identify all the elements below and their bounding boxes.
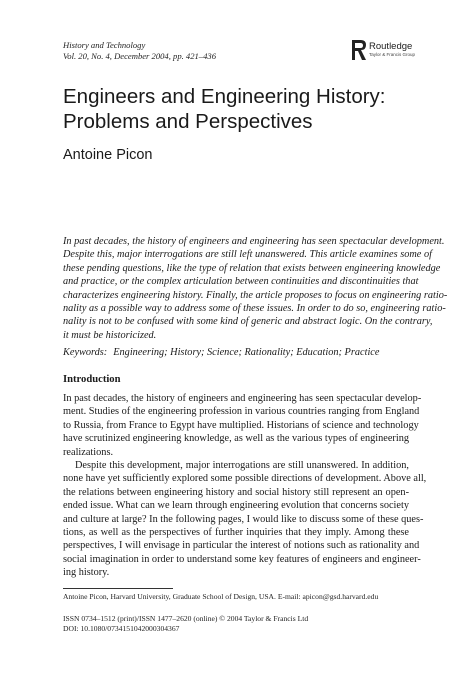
abstract-line: In past decades, the history of engineers and engineering has seen spectacular development. xyxy=(63,236,445,247)
abstract-line: nality is not to be confused with some kind of generic and abstract logic. On the contrary, xyxy=(63,316,433,328)
publisher-subtitle: Taylor & Francis Group xyxy=(369,52,416,57)
keywords xyxy=(63,347,379,358)
paragraph xyxy=(63,392,422,459)
body-line: Despite this development, major interrogations are still unanswered. In addition, xyxy=(75,460,409,472)
body-line: ended issue. What can we learn through engineering evolution that concerns society xyxy=(63,500,409,512)
abstract-line: it must be historicized. xyxy=(63,329,157,341)
article-title xyxy=(63,84,423,134)
body-line: the relations between engineering history and social history still represent an open- xyxy=(63,486,409,498)
body-line: and culture at large? In the following pages, I would like to discuss some of these ques- xyxy=(63,513,424,525)
body-line: have scrutinized engineering knowledge, as well as the various types of engineering xyxy=(63,433,409,445)
issn-block xyxy=(63,614,308,634)
body-line: tions, as well as the perspectives of further inquiries that they imply. Among these xyxy=(63,527,409,539)
abstract xyxy=(63,235,448,342)
body-line: to Russia, from France to Egypt have multiplied. Historians of science and technology xyxy=(63,419,419,431)
abstract-line: and practice, or the complex articulation between continuities and discontinuities that xyxy=(63,276,419,288)
body-line: none have yet sufficiently explored some possible directions of development. Above all, xyxy=(63,473,427,485)
abstract-line: these pending questions, like the type of relation that exists between engineering knowledge xyxy=(63,262,441,274)
abstract-line: nality as a possible way to address some of these issues. In order to do so, engineering ratio- xyxy=(63,303,446,315)
routledge-mark-icon xyxy=(352,40,366,60)
body-line: ing history. xyxy=(63,567,110,579)
body-line: realizations. xyxy=(63,446,114,458)
publisher-name: Routledge xyxy=(369,41,413,52)
keywords-text: Engineering; History; Science; Rationality; Education; Practice xyxy=(113,347,380,358)
body-line: In past decades, the history of engineers and engineering has seen spectacular develop- xyxy=(63,393,422,404)
keywords-label: Keywords: xyxy=(63,347,108,358)
body-line: ment. Studies of the engineering profession in various countries ranging from England xyxy=(63,406,420,418)
title-line: Problems and Perspectives xyxy=(63,110,313,133)
issn-line: ISSN 0734–1512 (print)/ISSN 1477–2620 (online) © 2004 Taylor & Francis Ltd xyxy=(63,614,309,623)
body-text xyxy=(63,392,427,580)
author-name: Antoine Picon xyxy=(63,147,153,163)
section-heading: Introduction xyxy=(63,374,121,385)
journal-info xyxy=(63,40,216,62)
title-line: Engineers and Engineering History: xyxy=(63,85,386,108)
volume-info: Vol. 20, No. 4, December 2004, pp. 421–436 xyxy=(63,51,216,61)
author-footnote: Antoine Picon, Harvard University, Graduate School of Design, USA. E-mail: apicon@gsd.harvard.edu xyxy=(63,592,379,601)
body-line: perspectives, I will envisage in particular the interest of notions such as rationality and xyxy=(63,540,420,552)
doi-line: DOI: 10.1080/0734151042000304367 xyxy=(63,624,180,633)
abstract-line: characterizes engineering history. Finally, the article proposes to focus on engineering ratio- xyxy=(63,289,448,301)
journal-name: History and Technology xyxy=(63,40,146,50)
footnote-divider xyxy=(63,588,173,589)
body-line: social imagination in order to understand some key features of engineers and engineer- xyxy=(63,553,421,565)
abstract-line: Despite this, major interrogations are still left unanswered. This article examines some of xyxy=(63,249,432,261)
paragraph xyxy=(63,459,427,580)
